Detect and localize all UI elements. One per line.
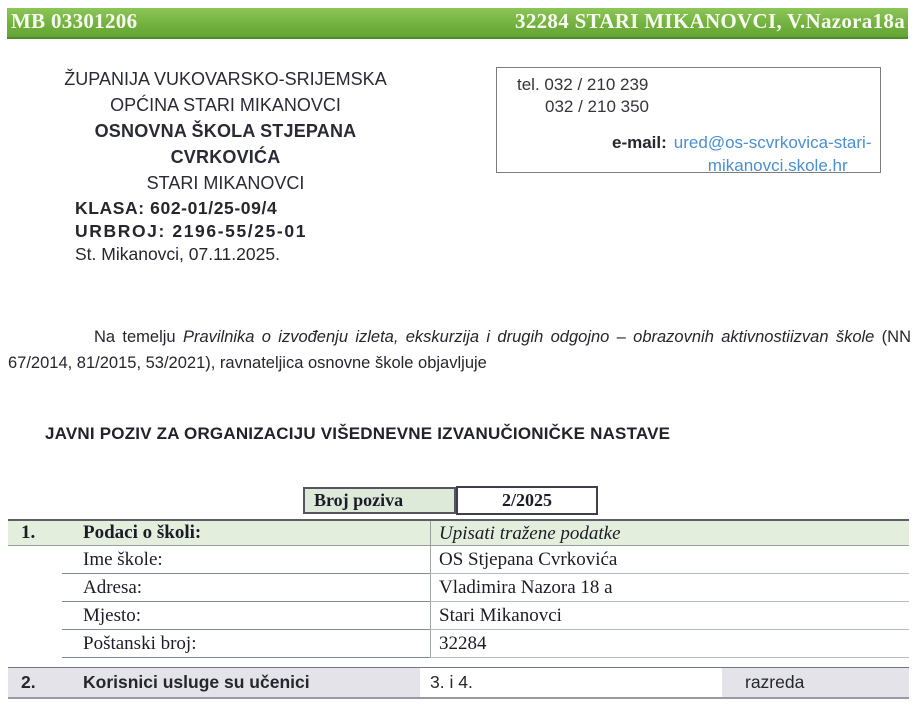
row-label: Adresa: — [62, 574, 430, 602]
row-number-spacer — [8, 630, 62, 658]
urbroj-line: URBROJ: 2196-55/25-01 — [75, 221, 308, 241]
row-number-spacer — [8, 602, 62, 630]
email-row — [497, 131, 880, 177]
top-green-bar — [7, 8, 908, 39]
intro-regulation-title: Pravilnika o izvođenju izleta, ekskurzija i drugih odgojno – obrazovnih aktivnostiizvan škole — [182, 328, 875, 346]
beneficiaries-suffix: razreda — [745, 672, 805, 692]
row-value: 32284 — [430, 630, 909, 658]
beneficiaries-row — [8, 667, 909, 699]
row-label: Ime škole: — [62, 546, 430, 574]
row-value: Vladimira Nazora 18 a — [430, 574, 909, 602]
section-title: Podaci o školi: — [83, 522, 202, 543]
phone-line-2: 032 / 210 350 — [545, 97, 649, 116]
mb-number: MB 03301206 — [11, 9, 138, 33]
row-number-spacer — [8, 546, 62, 574]
call-number-table — [303, 487, 598, 515]
intro-suffix: (NN 67/2014, 81/2015, 53/2021), ravnateljica osnovne škole objavljuje — [8, 328, 911, 372]
county-line: ŽUPANIJA VUKOVARSKO-SRIJEMSKA — [64, 69, 387, 89]
place-date-line: St. Mikanovci, 07.11.2025. — [75, 244, 280, 264]
table-row — [8, 574, 909, 602]
email-link-line2[interactable]: mikanovci.skole.hr — [707, 156, 848, 175]
row-label: Mjesto: — [62, 602, 430, 630]
table-row — [8, 630, 909, 658]
contact-box — [496, 67, 881, 173]
school-info-header-row — [8, 519, 909, 546]
email-link[interactable] — [674, 131, 872, 177]
beneficiaries-label: Korisnici usluge su učenici — [83, 672, 310, 692]
school-address-header: 32284 STARI MIKANOVCI, V.Nazora18a — [515, 9, 905, 33]
klasa-line: KLASA: 602-01/25-09/4 — [75, 198, 278, 218]
school-name-line: OSNOVNA ŠKOLA STJEPANA CVRKOVIĆA — [94, 121, 357, 167]
email-label: e-mail: — [612, 133, 667, 152]
document-title: JAVNI POZIV ZA ORGANIZACIJU VIŠEDNEVNE IZVANUČIONIČKE NASTAVE — [45, 424, 671, 443]
place-line: STARI MIKANOVCI — [146, 173, 305, 193]
row-value: Stari Mikanovci — [430, 602, 909, 630]
municipality-line: OPĆINA STARI MIKANOVCI — [110, 95, 341, 115]
table-row — [8, 602, 909, 630]
table-row — [8, 546, 909, 574]
row-number: 2. — [21, 672, 36, 692]
call-number-label-cell: Broj poziva — [303, 487, 456, 514]
letterhead — [38, 66, 413, 196]
beneficiaries-value-cell: 3. i 4. — [420, 668, 722, 697]
call-number-value-cell: 2/2025 — [456, 486, 598, 515]
email-link-line1[interactable]: ured@os-scvrkovica-stari- — [673, 133, 872, 152]
phone-line-1: tel. 032 / 210 239 — [517, 75, 649, 94]
row-number: 1. — [21, 522, 36, 543]
row-value: OS Stjepana Cvrkovića — [430, 546, 909, 574]
row-label: Poštanski broj: — [62, 630, 430, 658]
intro-paragraph — [8, 324, 911, 376]
section-instruction: Upisati tražene podatke — [430, 521, 909, 545]
intro-prefix: Na temelju — [94, 328, 183, 346]
row-number-spacer — [8, 574, 62, 602]
school-info-table — [8, 519, 909, 658]
reference-block — [75, 197, 307, 266]
